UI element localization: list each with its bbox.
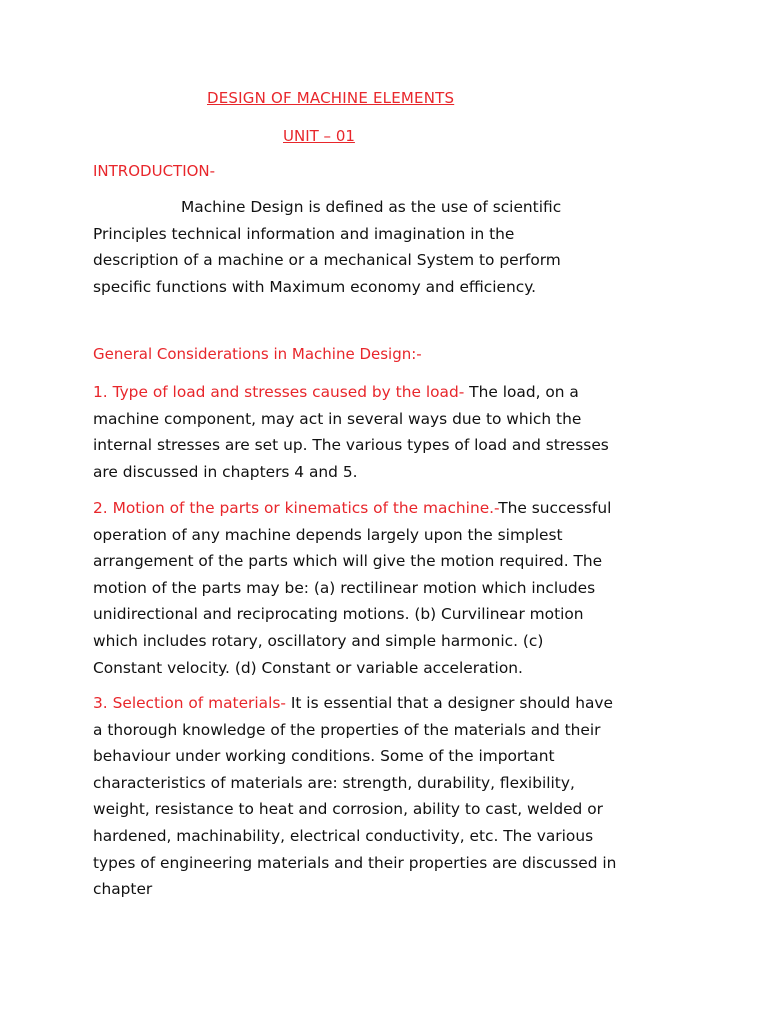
paragraph-line: 1. Type of load and stresses caused by the load- The load, on a — [93, 383, 579, 401]
introduction-heading: INTRODUCTION- — [93, 162, 216, 180]
introduction-paragraph — [93, 194, 693, 300]
paragraph-line: are discussed in chapters 4 and 5. — [93, 462, 358, 481]
paragraph-line: behaviour under working conditions. Some of the important — [93, 747, 555, 766]
paragraph-line: types of engineering materials and their properties are discussed in — [93, 853, 617, 872]
paragraph-line: which includes rotary, oscillatory and simple harmonic. (c) — [93, 631, 544, 650]
paragraph-line: Principles technical information and imagination in the — [93, 224, 515, 243]
paragraph-line: 3. Selection of materials- It is essential that a designer should have — [93, 694, 613, 712]
paragraph-line: Constant velocity. (d) Constant or variable acceleration. — [93, 658, 523, 677]
paragraph-line: characteristics of materials are: strength, durability, flexibility, — [93, 773, 575, 792]
document-title: DESIGN OF MACHINE ELEMENTS — [207, 89, 455, 107]
paragraph-line: machine component, may act in several ways due to which the — [93, 409, 582, 428]
item-heading: 2. Motion of the parts or kinematics of the machine.- — [93, 499, 499, 517]
paragraph-line: unidirectional and reciprocating motions. (b) Curvilinear motion — [93, 605, 584, 624]
paragraph-line: a thorough knowledge of the properties of the materials and their — [93, 720, 601, 739]
paragraph-line: operation of any machine depends largely upon the simplest — [93, 525, 563, 544]
paragraph-line: motion of the parts may be: (a) rectilinear motion which includes — [93, 578, 596, 597]
paragraph-line: specific functions with Maximum economy and efficiency. — [93, 277, 537, 296]
paragraph-line: description of a machine or a mechanical System to perform — [93, 251, 561, 270]
paragraph-line: Machine Design is defined as the use of scientific — [181, 198, 562, 216]
paragraph-line: chapter — [93, 880, 153, 899]
consideration-item-materials — [93, 690, 693, 903]
considerations-heading: General Considerations in Machine Design:- — [93, 345, 422, 363]
paragraph-line: 2. Motion of the parts or kinematics of the machine.-The successful — [93, 499, 612, 517]
paragraph-line: weight, resistance to heat and corrosion, ability to cast, welded or — [93, 800, 603, 819]
paragraph-line: arrangement of the parts which will give the motion required. The — [93, 552, 603, 571]
unit-label: UNIT – 01 — [283, 127, 355, 145]
item-heading: 3. Selection of materials- — [93, 694, 286, 712]
paragraph-line: hardened, machinability, electrical conductivity, etc. The various — [93, 826, 594, 845]
consideration-item-motion — [93, 495, 693, 681]
item-heading: 1. Type of load and stresses caused by the load- — [93, 383, 465, 401]
paragraph-line: internal stresses are set up. The various types of load and stresses — [93, 436, 609, 455]
consideration-item-load — [93, 379, 693, 485]
